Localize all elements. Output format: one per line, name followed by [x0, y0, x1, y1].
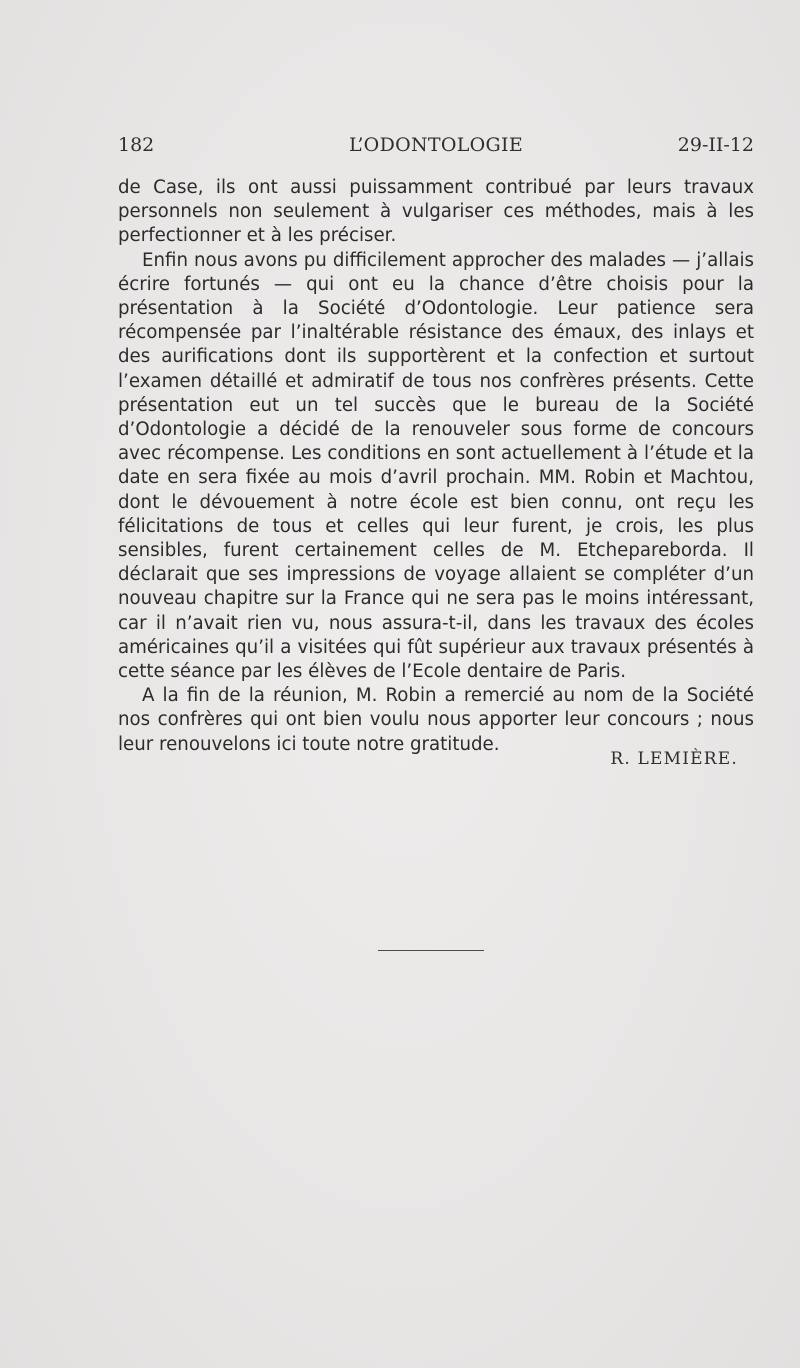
- section-divider: [378, 950, 484, 951]
- journal-title: L’ODONTOLOGIE: [348, 134, 523, 156]
- paragraph-closing: A la fin de la réunion, M. Robin a remercié au nom de la Société nos confrères qui ont bien voulu nous apporter leur concours ; nous leur renouvelons ici toute notre gratitude.: [118, 685, 754, 755]
- article-body: [118, 176, 754, 757]
- issue-date: 29-II-12: [677, 134, 754, 156]
- running-header: [118, 134, 754, 162]
- paragraph-presentation: Enfin nous avons pu difficilement approcher des malades — j’allais écrire fortunés — qui ont eu la chance d’être choisis pour la présentation à la Société d’Odontologie. Leur patience sera récompensée par l’inaltérable résistance des émaux, des inlays et des aurifications dont ils supportèrent et la confection et surtout l’examen détaillé et admiratif de tous nos confrères présents. Cette présentation eut un tel succès que le bureau de la Société d’Odontologie a décidé de la renouveler sous forme de concours avec récompense. Les conditions en sont actuellement à l’étude et la date en sera fixée au mois d’avril prochain. MM. Robin et Machtou, dont le dévouement à notre école est bien connu, ont reçu les félicitations de tous et celles qui leur furent, je crois, les plus sensibles, furent certainement celles de M. Etchepareborda. Il déclarait que ses impressions de voyage allaient se compléter d’un nouveau chapitre sur la France qui ne sera pas le moins intéressant, car il n’avait rien vu, nous assura-t-il, dans les travaux des écoles américaines qu’il a visitées qui fût supérieur aux travaux présentés à cette séance par les élèves de l’Ecole dentaire de Paris.: [118, 249, 754, 683]
- author-signature: R. LEMIÈRE.: [610, 749, 738, 769]
- page-number: 182: [118, 134, 155, 156]
- paragraph-continuation: de Case, ils ont aussi puissamment contribué par leurs travaux personnels non seulement à vulgariser ces méthodes, mais à les perfectionner et à les préciser.: [118, 177, 754, 247]
